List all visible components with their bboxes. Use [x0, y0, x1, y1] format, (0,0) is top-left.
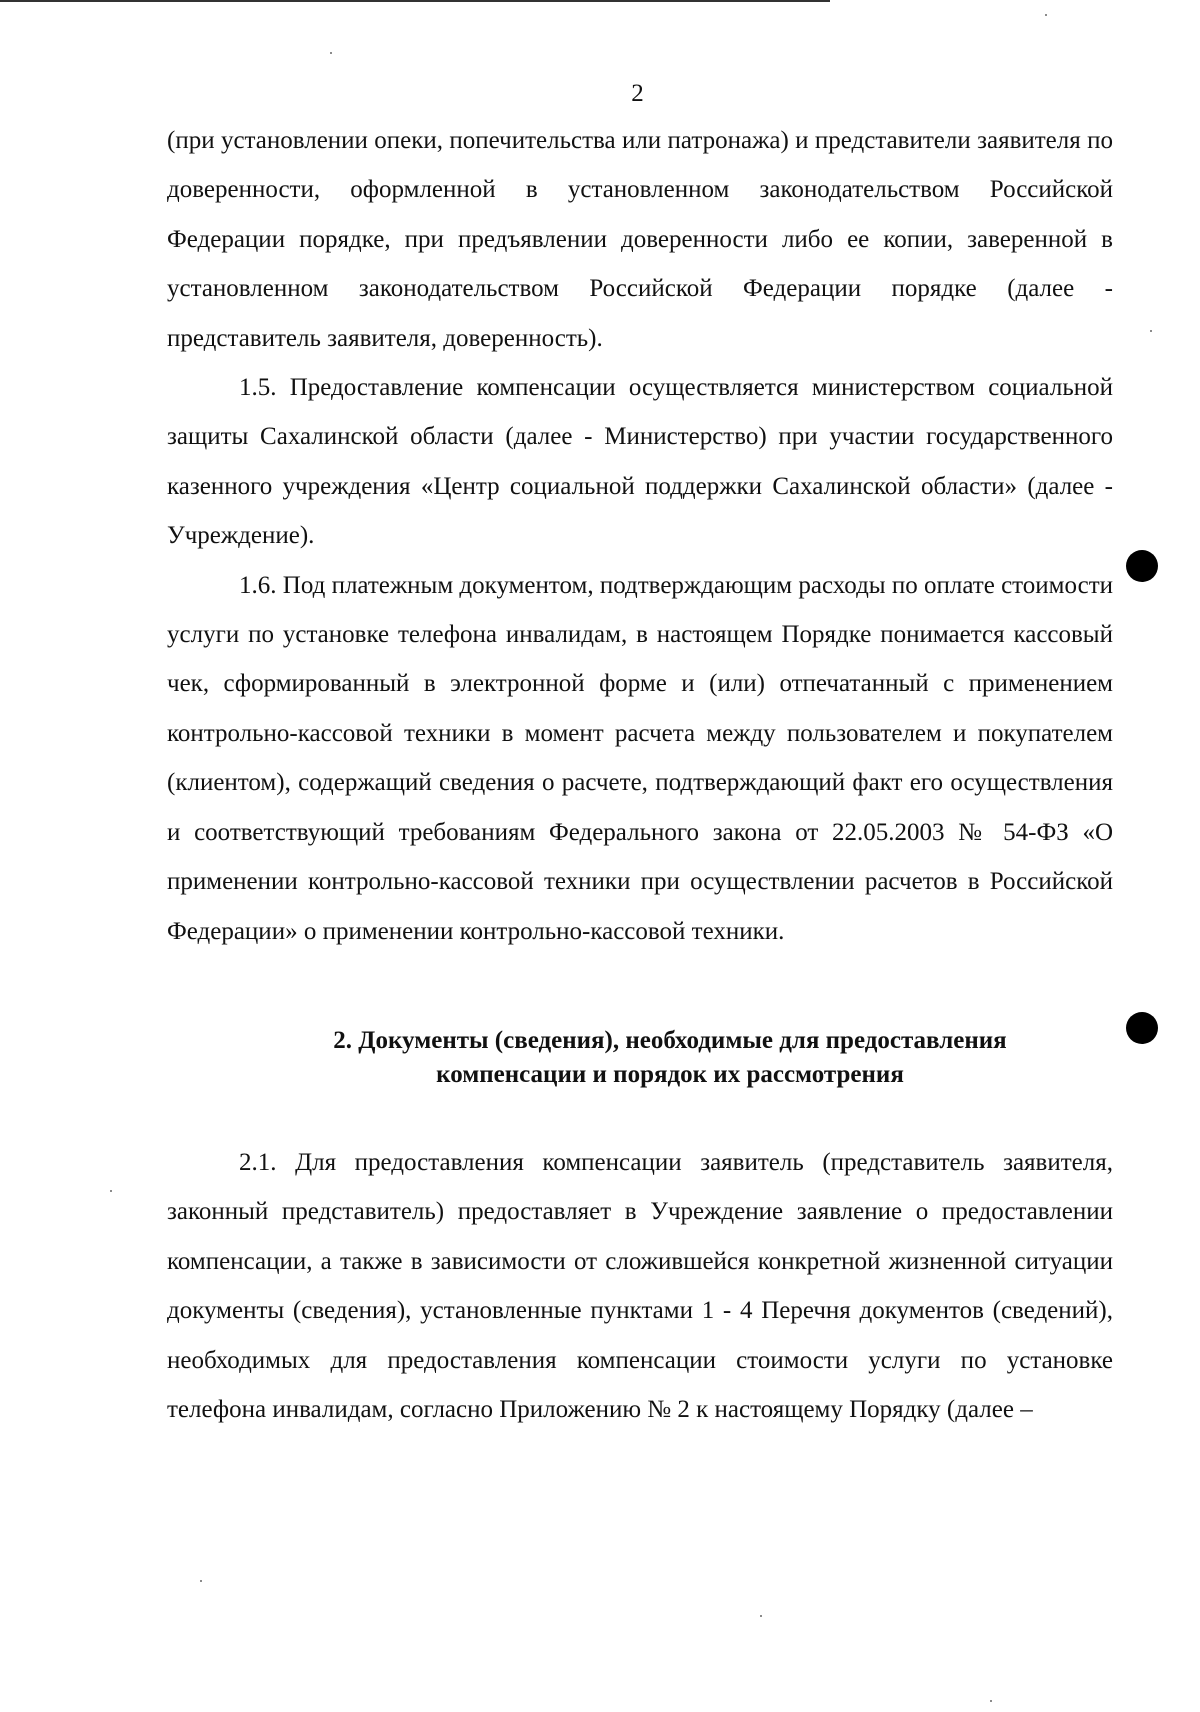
paragraph-1-6: 1.6. Под платежным документом, подтверждающим расходы по оплате стоимости услуги по установке телефона инвалидам, в настоящем Порядке понимается кассовый чек, сформированный в электронной форме и (или) отпечатанный с применением контрольно-кассовой техники в момент расчета между пользователем и покупателем (клиентом), содержащий сведения о расчете, подтверждающий факт его осуществления и соответствующий требованиям Федерального закона от 22.05.2003 № 54-ФЗ «О применении контрольно-кассовой техники при осуществлении расчетов в Российской Федерации» о применении контрольно-кассовой техники.: [167, 571, 1113, 945]
section-2-heading: [167, 1024, 1113, 1092]
section-2-heading-line-2: компенсации и порядок их рассмотрения: [436, 1060, 904, 1088]
scan-speck: [330, 52, 332, 54]
scan-speck: [990, 1700, 992, 1702]
scan-speck: [200, 1580, 202, 1582]
paragraph-1-5: 1.5. Предоставление компенсации осуществляется министерством социальной защиты Сахалинской области (далее - Министерство) при участии государственного казенного учреждения «Центр социальной поддержки Сахалинской области» (далее - Учреждение).: [167, 374, 1113, 550]
document-body: [167, 116, 1113, 1434]
scan-speck: [760, 1615, 762, 1617]
paragraph-continuation: (при установлении опеки, попечительства или патронажа) и представители заявителя по доверенности, оформленной в установленном законодательством Российской Федерации порядке, при предъявлении доверенности либо ее копии, заверенной в установленном законодательством Российской Федерации порядке (далее - представитель заявителя, доверенность).: [167, 127, 1113, 352]
scan-speck: [110, 1190, 112, 1192]
paragraph-2-1: 2.1. Для предоставления компенсации заявитель (представитель заявителя, законный представитель) предоставляет в Учреждение заявление о предоставлении компенсации, а также в зависимости от сложившейся конкретной жизненной ситуации документы (сведения), установленные пунктами 1 - 4 Перечня документов (сведений), необходимых для предоставления компенсации стоимости услуги по установке телефона инвалидам, согласно Приложению № 2 к настоящему Порядку (далее –: [167, 1148, 1113, 1423]
scan-speck: [1150, 330, 1152, 332]
punch-hole-icon: [1126, 1012, 1158, 1044]
page-number: 2: [631, 80, 644, 107]
top-scan-border: [0, 0, 830, 2]
section-2-heading-line-1: 2. Документы (сведения), необходимые для предоставления: [333, 1026, 1007, 1054]
scan-speck: [1045, 14, 1047, 16]
punch-hole-icon: [1126, 550, 1158, 582]
